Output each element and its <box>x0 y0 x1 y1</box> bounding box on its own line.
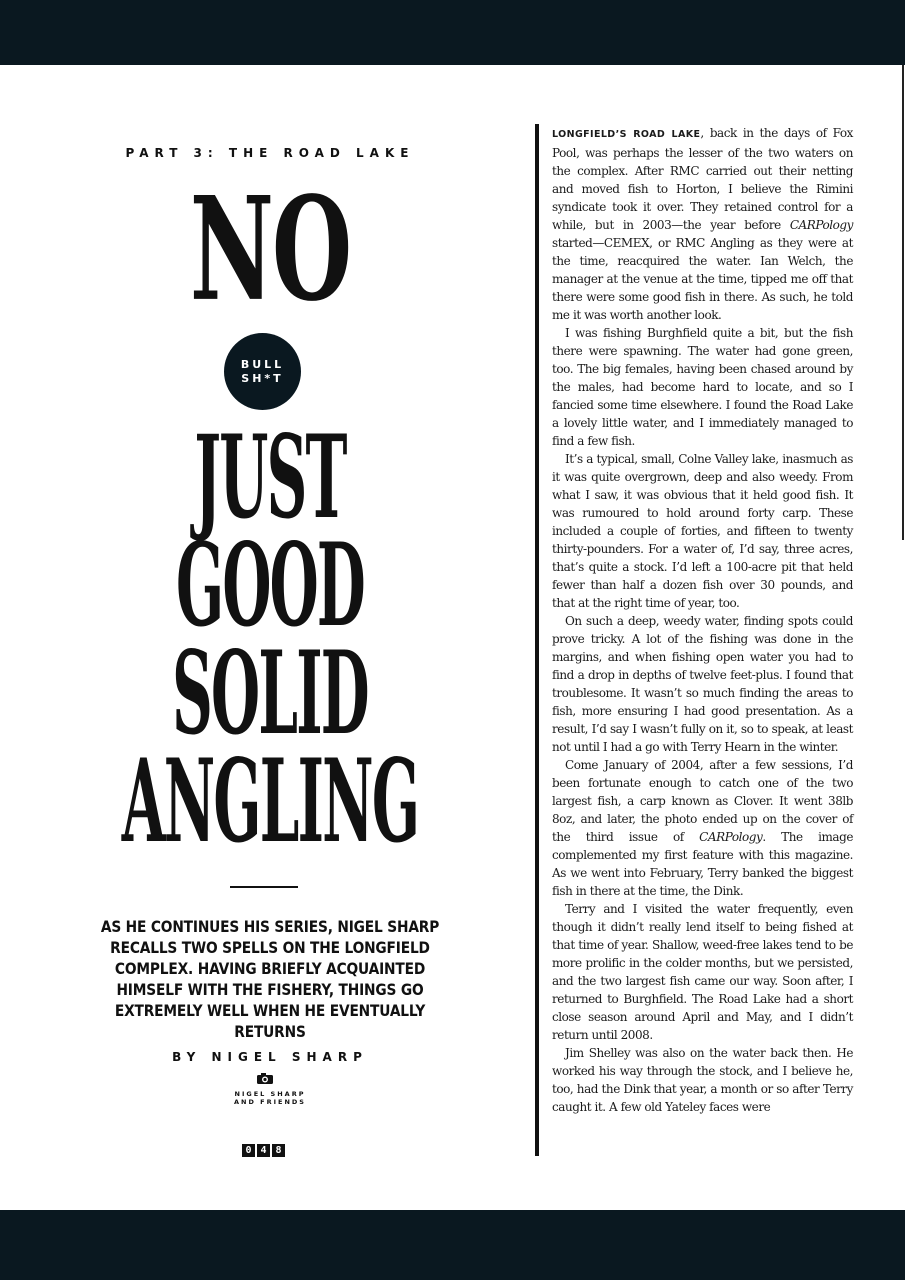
paragraph <box>552 124 853 324</box>
camera-icon <box>256 1072 274 1085</box>
magazine-name: CARPology <box>699 830 763 844</box>
standfirst: AS HE CONTINUES HIS SERIES, NIGEL SHARP RECALLS TWO SPELLS ON THE LONGFIELD COMPLEX. HAVING BRIEFLY ACQUAINTED HIMSELF WITH THE FISHERY, THINGS GO EXTREMELY WELL WHEN HE EVENTUALLY RETURNS <box>100 917 440 1041</box>
article-body <box>552 124 853 1116</box>
paragraph: It’s a typical, small, Colne Valley lake, inasmuch as it was quite overgrown, deep and also weedy. From what I saw, it was obvious that it held good fish. It was rumoured to hold around forty carp. These included a couple of forties, and fifteen to twenty thirty-pounders. For a water of, I’d say, three acres, that’s quite a stock. I’d left a 100-acre pit that held fewer than half a dozen fish over 30 pounds, and that at the right time of year, too. <box>552 452 853 610</box>
lead-in: LONGFIELD’S ROAD LAKE <box>552 129 701 140</box>
bottom-dark-band <box>0 1210 905 1280</box>
headline-no: NO <box>189 165 351 333</box>
page-edge-line <box>902 65 904 540</box>
paragraph-text: . The image complemented my first feature with this magazine. As we went into February, Terry banked the biggest fish in there at the time, the Dink. <box>552 830 853 898</box>
paragraph-text: started—CEMEX, or RMC Angling as they were at the time, reacquired the water. Ian Welch, the manager at the venue at the time, tipped me off that there were some good fish in there. As such, he told me it was worth another look. <box>552 236 853 322</box>
photo-credit-line-1: NIGEL SHARP <box>234 1090 306 1098</box>
paragraph-text: Come January of 2004, after a few sessions, I’d been fortunate enough to catch one of the two largest fish, a carp known as Clover. It went 38lb 8oz, and later, the photo ended up on the cover of the third issue of <box>552 758 853 844</box>
headline-word: JUST <box>194 411 346 546</box>
paragraph: Jim Shelley was also on the water back then. He worked his way through the stock, and I believe he, too, had the Dink that year, a month or so after Terry caught it. A few old Yateley faces were <box>552 1046 853 1114</box>
paragraph <box>552 756 853 900</box>
bull-badge <box>224 333 301 410</box>
series-kicker: PART 3: THE ROAD LAKE <box>125 146 415 160</box>
badge-line-2: SH*T <box>241 371 284 385</box>
headline-word: GOOD <box>175 519 365 654</box>
headline-words <box>60 411 480 870</box>
paragraph: Terry and I visited the water frequently, even though it didn’t really lend itself to being fished at that time of year. Shallow, weed-free lakes tend to be more prolific in the colder months, but we persisted, and the two largest fish came our way. Soon after, I returned to Burghfield. The Road Lake had a short close season around April and May, and I didn’t return until 2008. <box>552 902 853 1042</box>
photo-credit <box>60 1090 480 1106</box>
column-rule <box>535 124 539 1156</box>
headline-word: ANGLING <box>121 735 419 870</box>
top-dark-band <box>0 0 905 65</box>
photo-credit-line-2: AND FRIENDS <box>234 1098 306 1106</box>
page-digit: 4 <box>257 1144 270 1157</box>
badge-line-1: BULL <box>240 357 285 371</box>
magazine-name: CARPology <box>789 218 853 232</box>
headline-word: SOLID <box>172 627 368 762</box>
page-digit: 0 <box>242 1144 255 1157</box>
page-number <box>242 1144 285 1157</box>
title-divider <box>230 886 298 888</box>
paragraph: I was fishing Burghfield quite a bit, but the fish there were spawning. The water had gone green, too. The big females, having been chased around by the males, had become hard to locate, and so I fancied some time elsewhere. I found the Road Lake a lovely little water, and I immediately managed to find a few fish. <box>552 326 853 448</box>
paragraph: On such a deep, weedy water, finding spots could prove tricky. A lot of the fishing was done in the margins, and when fishing open water you had to find a drop in depths of twelve feet-plus. I found that troublesome. It wasn’t so much finding the areas to fish, more ensuring I had good presentation. As a result, I’d say I wasn’t fully on it, so to speak, at least not until I had a go with Terry Hearn in the winter. <box>552 614 853 754</box>
byline: BY NIGEL SHARP <box>172 1050 368 1064</box>
title-column <box>60 140 480 1156</box>
page-digit: 8 <box>272 1144 285 1157</box>
paragraph-text: , back in the days of Fox Pool, was perhaps the lesser of the two waters on the complex. After RMC carried out their netting and moved fish to Horton, I believe the Rimini syndicate took it over. They retained control for a while, but in 2003—the year before <box>552 126 853 232</box>
